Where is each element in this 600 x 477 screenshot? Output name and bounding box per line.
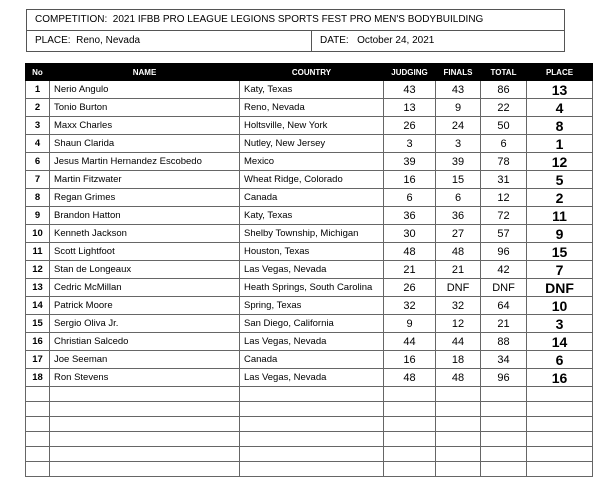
table-row <box>26 81 593 99</box>
cell-judging: 3 <box>384 135 436 153</box>
place-cell <box>27 31 312 51</box>
cell-no: 10 <box>26 225 50 243</box>
cell-place: 12 <box>527 153 593 171</box>
table-header-row <box>26 64 593 81</box>
cell-place: 7 <box>527 261 593 279</box>
empty-cell <box>26 417 50 432</box>
place-date-header <box>26 30 565 52</box>
cell-name: Sergio Oliva Jr. <box>50 315 240 333</box>
cell-total: 96 <box>481 369 527 387</box>
cell-name: Christian Salcedo <box>50 333 240 351</box>
cell-no: 18 <box>26 369 50 387</box>
cell-total: 42 <box>481 261 527 279</box>
table-row <box>26 153 593 171</box>
empty-cell <box>50 432 240 447</box>
empty-cell <box>527 417 593 432</box>
cell-name: Kenneth Jackson <box>50 225 240 243</box>
empty-row <box>26 417 593 432</box>
cell-finals: 12 <box>436 315 481 333</box>
cell-judging: 30 <box>384 225 436 243</box>
cell-no: 1 <box>26 81 50 99</box>
empty-cell <box>481 432 527 447</box>
cell-finals: 21 <box>436 261 481 279</box>
cell-total: DNF <box>481 279 527 297</box>
cell-place: 8 <box>527 117 593 135</box>
cell-name: Ron Stevens <box>50 369 240 387</box>
empty-cell <box>436 402 481 417</box>
cell-place: 4 <box>527 99 593 117</box>
cell-no: 16 <box>26 333 50 351</box>
cell-finals: 32 <box>436 297 481 315</box>
cell-finals: 3 <box>436 135 481 153</box>
place-label: PLACE: <box>35 35 71 46</box>
empty-cell <box>50 417 240 432</box>
empty-cell <box>384 447 436 462</box>
cell-total: 88 <box>481 333 527 351</box>
cell-no: 4 <box>26 135 50 153</box>
cell-name: Scott Lightfoot <box>50 243 240 261</box>
cell-total: 22 <box>481 99 527 117</box>
cell-name: Martin Fitzwater <box>50 171 240 189</box>
cell-judging: 48 <box>384 369 436 387</box>
empty-row <box>26 387 593 402</box>
date-label: DATE: <box>320 35 349 46</box>
cell-country: Spring, Texas <box>240 297 384 315</box>
cell-finals: DNF <box>436 279 481 297</box>
cell-name: Tonio Burton <box>50 99 240 117</box>
cell-total: 12 <box>481 189 527 207</box>
table-row <box>26 99 593 117</box>
cell-no: 17 <box>26 351 50 369</box>
col-header-place: PLACE <box>527 64 593 81</box>
cell-no: 9 <box>26 207 50 225</box>
cell-name: Stan de Longeaux <box>50 261 240 279</box>
empty-cell <box>384 432 436 447</box>
empty-cell <box>481 417 527 432</box>
cell-country: San Diego, California <box>240 315 384 333</box>
cell-total: 21 <box>481 315 527 333</box>
cell-finals: 39 <box>436 153 481 171</box>
cell-total: 86 <box>481 81 527 99</box>
table-row <box>26 297 593 315</box>
cell-place: 10 <box>527 297 593 315</box>
empty-cell <box>26 462 50 477</box>
empty-cell <box>50 387 240 402</box>
table-body <box>26 81 593 477</box>
cell-total: 6 <box>481 135 527 153</box>
empty-cell <box>240 417 384 432</box>
cell-name: Jesus Martin Hernandez Escobedo <box>50 153 240 171</box>
cell-total: 31 <box>481 171 527 189</box>
empty-cell <box>240 387 384 402</box>
cell-name: Shaun Clarida <box>50 135 240 153</box>
empty-cell <box>240 462 384 477</box>
cell-no: 3 <box>26 117 50 135</box>
table-row <box>26 351 593 369</box>
cell-total: 78 <box>481 153 527 171</box>
table-row <box>26 333 593 351</box>
col-header-no: No <box>26 64 50 81</box>
cell-judging: 44 <box>384 333 436 351</box>
empty-cell <box>481 387 527 402</box>
cell-judging: 26 <box>384 117 436 135</box>
cell-total: 57 <box>481 225 527 243</box>
col-header-finals: FINALS <box>436 64 481 81</box>
empty-cell <box>240 447 384 462</box>
empty-cell <box>527 462 593 477</box>
empty-cell <box>26 432 50 447</box>
competition-name: 2021 IFBB PRO LEAGUE LEGIONS SPORTS FEST PRO MEN'S BODYBUILDING <box>112 14 484 25</box>
cell-no: 13 <box>26 279 50 297</box>
table-row <box>26 261 593 279</box>
empty-row <box>26 462 593 477</box>
empty-cell <box>527 402 593 417</box>
cell-country: Heath Springs, South Carolina <box>240 279 384 297</box>
cell-no: 11 <box>26 243 50 261</box>
empty-cell <box>240 402 384 417</box>
empty-cell <box>384 462 436 477</box>
empty-cell <box>481 402 527 417</box>
col-header-judging: JUDGING <box>384 64 436 81</box>
cell-finals: 48 <box>436 369 481 387</box>
competition-header <box>26 9 565 31</box>
cell-no: 14 <box>26 297 50 315</box>
place-value: Reno, Nevada <box>76 35 141 46</box>
col-header-country: COUNTRY <box>240 64 384 81</box>
cell-no: 15 <box>26 315 50 333</box>
cell-country: Canada <box>240 351 384 369</box>
cell-country: Katy, Texas <box>240 207 384 225</box>
table-row <box>26 279 593 297</box>
empty-cell <box>50 402 240 417</box>
cell-total: 64 <box>481 297 527 315</box>
cell-country: Las Vegas, Nevada <box>240 333 384 351</box>
cell-finals: 18 <box>436 351 481 369</box>
cell-no: 7 <box>26 171 50 189</box>
empty-cell <box>527 447 593 462</box>
cell-no: 2 <box>26 99 50 117</box>
cell-finals: 48 <box>436 243 481 261</box>
table-row <box>26 243 593 261</box>
cell-country: Las Vegas, Nevada <box>240 261 384 279</box>
empty-cell <box>436 387 481 402</box>
table-row <box>26 207 593 225</box>
cell-country: Reno, Nevada <box>240 99 384 117</box>
empty-row <box>26 447 593 462</box>
cell-name: Maxx Charles <box>50 117 240 135</box>
cell-place: DNF <box>527 279 593 297</box>
cell-finals: 9 <box>436 99 481 117</box>
cell-finals: 27 <box>436 225 481 243</box>
empty-cell <box>240 432 384 447</box>
empty-cell <box>481 462 527 477</box>
empty-cell <box>436 432 481 447</box>
cell-country: Katy, Texas <box>240 81 384 99</box>
cell-name: Brandon Hatton <box>50 207 240 225</box>
cell-judging: 16 <box>384 351 436 369</box>
cell-place: 1 <box>527 135 593 153</box>
col-header-total: TOTAL <box>481 64 527 81</box>
empty-cell <box>26 402 50 417</box>
cell-judging: 13 <box>384 99 436 117</box>
empty-cell <box>481 447 527 462</box>
cell-place: 2 <box>527 189 593 207</box>
cell-place: 15 <box>527 243 593 261</box>
cell-name: Nerio Angulo <box>50 81 240 99</box>
cell-place: 11 <box>527 207 593 225</box>
cell-country: Las Vegas, Nevada <box>240 369 384 387</box>
cell-judging: 43 <box>384 81 436 99</box>
cell-country: Houston, Texas <box>240 243 384 261</box>
cell-country: Mexico <box>240 153 384 171</box>
cell-country: Nutley, New Jersey <box>240 135 384 153</box>
empty-cell <box>384 387 436 402</box>
cell-judging: 39 <box>384 153 436 171</box>
cell-judging: 21 <box>384 261 436 279</box>
table-row <box>26 135 593 153</box>
table-row <box>26 369 593 387</box>
date-cell <box>312 31 434 51</box>
empty-cell <box>384 402 436 417</box>
cell-no: 6 <box>26 153 50 171</box>
competition-label: COMPETITION: <box>35 14 108 25</box>
cell-place: 3 <box>527 315 593 333</box>
cell-finals: 44 <box>436 333 481 351</box>
empty-cell <box>26 387 50 402</box>
cell-finals: 24 <box>436 117 481 135</box>
cell-total: 34 <box>481 351 527 369</box>
empty-row <box>26 402 593 417</box>
cell-total: 50 <box>481 117 527 135</box>
table-row <box>26 117 593 135</box>
cell-country: Shelby Township, Michigan <box>240 225 384 243</box>
cell-place: 14 <box>527 333 593 351</box>
empty-cell <box>50 462 240 477</box>
cell-country: Canada <box>240 189 384 207</box>
cell-name: Cedric McMillan <box>50 279 240 297</box>
empty-cell <box>436 447 481 462</box>
col-header-name: NAME <box>50 64 240 81</box>
cell-no: 12 <box>26 261 50 279</box>
cell-judging: 16 <box>384 171 436 189</box>
cell-judging: 9 <box>384 315 436 333</box>
table-row <box>26 315 593 333</box>
cell-place: 16 <box>527 369 593 387</box>
empty-cell <box>527 387 593 402</box>
cell-finals: 43 <box>436 81 481 99</box>
cell-judging: 36 <box>384 207 436 225</box>
cell-name: Patrick Moore <box>50 297 240 315</box>
empty-cell <box>527 432 593 447</box>
empty-cell <box>50 447 240 462</box>
cell-name: Regan Grimes <box>50 189 240 207</box>
cell-place: 6 <box>527 351 593 369</box>
empty-cell <box>26 447 50 462</box>
cell-judging: 32 <box>384 297 436 315</box>
cell-judging: 26 <box>384 279 436 297</box>
results-table <box>25 63 593 477</box>
table-row <box>26 225 593 243</box>
empty-cell <box>436 417 481 432</box>
cell-country: Wheat Ridge, Colorado <box>240 171 384 189</box>
empty-cell <box>436 462 481 477</box>
cell-name: Joe Seeman <box>50 351 240 369</box>
cell-place: 9 <box>527 225 593 243</box>
cell-place: 13 <box>527 81 593 99</box>
cell-no: 8 <box>26 189 50 207</box>
empty-row <box>26 432 593 447</box>
cell-finals: 15 <box>436 171 481 189</box>
cell-place: 5 <box>527 171 593 189</box>
cell-finals: 36 <box>436 207 481 225</box>
cell-finals: 6 <box>436 189 481 207</box>
cell-judging: 48 <box>384 243 436 261</box>
cell-judging: 6 <box>384 189 436 207</box>
date-value: October 24, 2021 <box>357 35 435 46</box>
cell-country: Holtsville, New York <box>240 117 384 135</box>
cell-total: 72 <box>481 207 527 225</box>
table-row <box>26 171 593 189</box>
table-row <box>26 189 593 207</box>
empty-cell <box>384 417 436 432</box>
cell-total: 96 <box>481 243 527 261</box>
